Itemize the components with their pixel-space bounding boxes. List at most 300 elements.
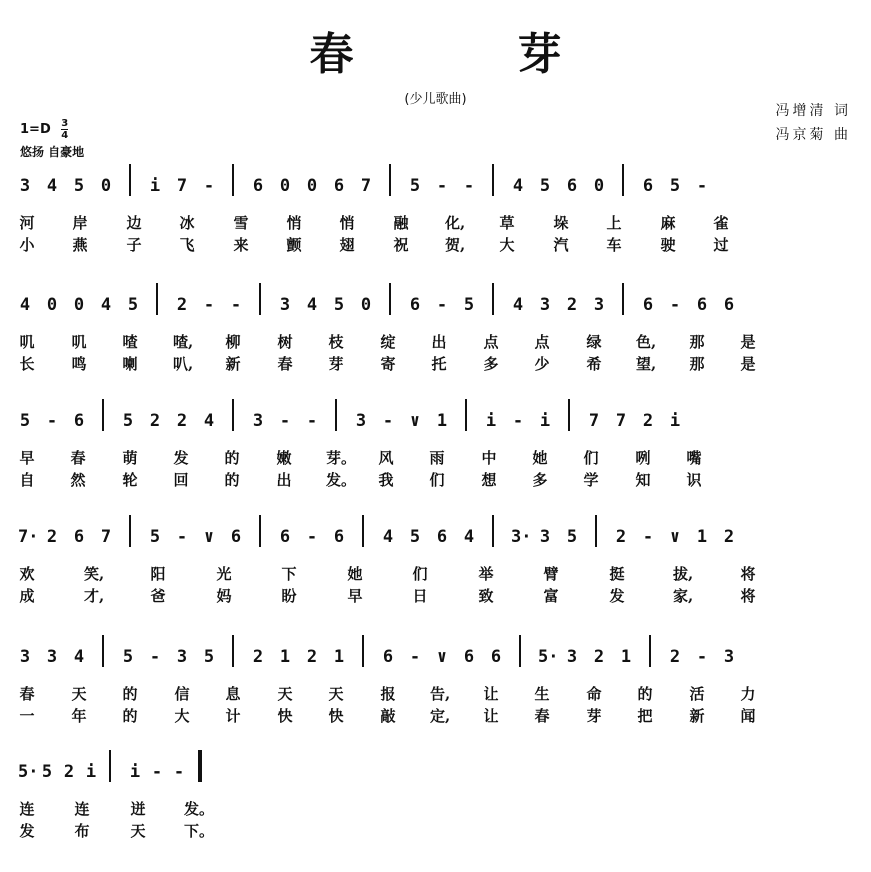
lyric-syllable: 萌 xyxy=(122,449,138,467)
lyric-syllable: 拔, xyxy=(673,565,694,583)
lyric-syllable: 大 xyxy=(174,707,190,725)
barline xyxy=(102,399,104,431)
song-subtitle: (少儿歌曲) xyxy=(404,92,467,107)
barline xyxy=(232,399,234,431)
note: 2 xyxy=(593,647,605,667)
note: i xyxy=(485,411,497,431)
note: - xyxy=(203,176,215,196)
note: 0 xyxy=(100,176,112,196)
note: 2 xyxy=(669,647,681,667)
lyric-syllable: 年 xyxy=(71,707,87,725)
note: - xyxy=(409,647,421,667)
note: 5 xyxy=(149,527,161,547)
lyric-syllable: 冰 xyxy=(179,214,195,232)
note: - xyxy=(203,295,215,315)
note: 4 xyxy=(512,295,524,315)
lyric-syllable: 贺, xyxy=(445,236,466,254)
lyric-syllable: 化, xyxy=(445,214,466,232)
lyric-syllable: 天 xyxy=(277,685,293,703)
lyric-syllable: 想 xyxy=(481,471,497,489)
lyric-syllable: 连 xyxy=(74,800,90,818)
note: 5 xyxy=(73,176,85,196)
barline xyxy=(129,164,131,196)
barline xyxy=(232,635,234,667)
lyric-syllable: 雨 xyxy=(429,449,445,467)
lyric-syllable: 识 xyxy=(686,471,702,489)
note: 6 xyxy=(490,647,502,667)
barline xyxy=(595,515,597,547)
note: 2 xyxy=(615,527,627,547)
lyric-syllable: 爸 xyxy=(150,587,166,605)
note: ∨ xyxy=(669,527,681,547)
lyric-syllable: 的 xyxy=(122,707,138,725)
barline xyxy=(622,164,624,196)
note: - xyxy=(642,527,654,547)
lyric-syllable: 将 xyxy=(740,565,756,583)
lyric-syllable: 出 xyxy=(276,471,292,489)
lyric-syllable: 喳, xyxy=(173,333,194,351)
note: 3 xyxy=(252,411,264,431)
lyric-syllable: 车 xyxy=(606,236,622,254)
barline xyxy=(492,515,494,547)
note: 0 xyxy=(593,176,605,196)
note: 5 xyxy=(669,176,681,196)
note: 4 xyxy=(19,295,31,315)
lyric-syllable: 报 xyxy=(380,685,396,703)
note: 2 xyxy=(63,762,75,782)
barline xyxy=(362,515,364,547)
note: 6 xyxy=(382,647,394,667)
lyric-syllable: 信 xyxy=(174,685,190,703)
time-signature xyxy=(61,118,68,141)
barline xyxy=(156,283,158,315)
lyric-syllable: 命 xyxy=(586,685,602,703)
note: 3 xyxy=(723,647,735,667)
lyric-syllable: 春 xyxy=(534,707,550,725)
lyric-syllable: 芽 xyxy=(586,707,602,725)
lyric-syllable: 咧 xyxy=(635,449,651,467)
note: ∨ xyxy=(436,647,448,667)
note: 0 xyxy=(73,295,85,315)
note: 0 xyxy=(360,295,372,315)
lyric-syllable: 们 xyxy=(429,471,445,489)
lyric-syllable: 发 xyxy=(173,449,189,467)
lyric-syllable: 发 xyxy=(609,587,625,605)
lyric-syllable: 的 xyxy=(224,449,240,467)
lyric-syllable: 妈 xyxy=(216,587,232,605)
lyric-syllable: 盼 xyxy=(281,587,297,605)
lyric-syllable: 阳 xyxy=(150,565,166,583)
note: 4 xyxy=(73,647,85,667)
note: - xyxy=(306,527,318,547)
lyric-syllable: 把 xyxy=(637,707,653,725)
lyric-syllable: 颤 xyxy=(286,236,302,254)
note: 6 xyxy=(696,295,708,315)
lyric-syllable: 下。 xyxy=(184,822,215,840)
barline xyxy=(492,164,494,196)
note: 3 xyxy=(46,647,58,667)
note: 2 xyxy=(149,411,161,431)
lyric-syllable: 叽 xyxy=(19,333,35,351)
lyric-syllable: 枝 xyxy=(328,333,344,351)
lyric-syllable: 色, xyxy=(636,333,657,351)
key-label: 1=D xyxy=(20,122,51,137)
note: 1 xyxy=(696,527,708,547)
note: 4 xyxy=(46,176,58,196)
lyric-syllable: 融 xyxy=(393,214,409,232)
final-barline xyxy=(198,750,202,782)
note: 0 xyxy=(306,176,318,196)
lyric-syllable: 点 xyxy=(534,333,550,351)
note: 3 xyxy=(355,411,367,431)
note: 6 xyxy=(463,647,475,667)
note: 7· xyxy=(18,527,39,547)
lyric-syllable: 让 xyxy=(483,685,499,703)
lyric-syllable: 让 xyxy=(483,707,499,725)
lyric-syllable: 早 xyxy=(19,449,35,467)
lyric-syllable: 天 xyxy=(71,685,87,703)
barline xyxy=(465,399,467,431)
note: 3 xyxy=(19,176,31,196)
note: 7 xyxy=(615,411,627,431)
lyric-syllable: 欢 xyxy=(19,565,35,583)
note: - xyxy=(512,411,524,431)
lyric-syllable: 闻 xyxy=(740,707,756,725)
lyric-syllable: 新 xyxy=(689,707,705,725)
lyric-syllable: 天 xyxy=(328,685,344,703)
lyric-syllable: 挺 xyxy=(609,565,625,583)
note: - xyxy=(696,647,708,667)
lyric-syllable: 定, xyxy=(430,707,451,725)
note: 6 xyxy=(333,527,345,547)
note: 6 xyxy=(279,527,291,547)
note: 4 xyxy=(463,527,475,547)
lyric-syllable: 的 xyxy=(224,471,240,489)
note: i xyxy=(85,762,97,782)
note: 3 xyxy=(176,647,188,667)
note: 5 xyxy=(41,762,53,782)
lyric-syllable: 悄 xyxy=(286,214,302,232)
lyric-syllable: 快 xyxy=(277,707,293,725)
note: 4 xyxy=(203,411,215,431)
note: 2 xyxy=(642,411,654,431)
lyric-syllable: 发。 xyxy=(184,800,215,818)
lyric-syllable: 来 xyxy=(233,236,249,254)
lyric-syllable: 春 xyxy=(70,449,86,467)
lyric-syllable: 托 xyxy=(431,355,447,373)
note: 2 xyxy=(723,527,735,547)
lyric-syllable: 悄 xyxy=(339,214,355,232)
lyric-syllable: 过 xyxy=(713,236,729,254)
lyric-syllable: 回 xyxy=(173,471,189,489)
note: 6 xyxy=(252,176,264,196)
lyric-syllable: 自 xyxy=(19,471,35,489)
notes-line xyxy=(18,295,858,325)
note: 4 xyxy=(512,176,524,196)
lyric-syllable: 点 xyxy=(483,333,499,351)
barline xyxy=(389,283,391,315)
lyric-syllable: 柳 xyxy=(225,333,241,351)
note: - xyxy=(173,762,185,782)
note: 7 xyxy=(360,176,372,196)
lyric-syllable: 树 xyxy=(277,333,293,351)
note: 3 xyxy=(279,295,291,315)
note: 1 xyxy=(333,647,345,667)
lyric-syllable: 中 xyxy=(481,449,497,467)
lyric-syllable: 布 xyxy=(74,822,90,840)
notes-line xyxy=(18,527,858,557)
lyric-syllable: 一 xyxy=(19,707,35,725)
song-title: 春 芽 xyxy=(309,29,622,80)
lyric-syllable: 学 xyxy=(583,471,599,489)
lyric-syllable: 祝 xyxy=(393,236,409,254)
lyric-syllable: 连 xyxy=(19,800,35,818)
note: 2 xyxy=(176,411,188,431)
note: 4 xyxy=(100,295,112,315)
note: 6 xyxy=(642,295,654,315)
score-system xyxy=(0,176,871,256)
note: 1 xyxy=(436,411,448,431)
note: - xyxy=(463,176,475,196)
lyric-syllable: 岸 xyxy=(72,214,88,232)
barline xyxy=(232,164,234,196)
lyric-syllable: 小 xyxy=(19,236,35,254)
lyric-syllable: 早 xyxy=(347,587,363,605)
note: 7 xyxy=(100,527,112,547)
note: 3 xyxy=(539,295,551,315)
lyric-syllable: 鸣 xyxy=(71,355,87,373)
lyric-syllable: 长 xyxy=(19,355,35,373)
note: - xyxy=(382,411,394,431)
lyric-syllable: 垛 xyxy=(553,214,569,232)
note: - xyxy=(46,411,58,431)
lyric-syllable: 成 xyxy=(19,587,35,605)
note: 6 xyxy=(333,176,345,196)
lyric-syllable: 绿 xyxy=(586,333,602,351)
lyric-syllable: 那 xyxy=(689,355,705,373)
note: - xyxy=(176,527,188,547)
note: 7 xyxy=(176,176,188,196)
lyric-syllable: 息 xyxy=(225,685,241,703)
lyric-syllable: 发。 xyxy=(326,471,357,489)
note: 3 xyxy=(566,647,578,667)
lyric-syllable: 新 xyxy=(225,355,241,373)
note: 2 xyxy=(46,527,58,547)
note: 5 xyxy=(203,647,215,667)
lyric-syllable: 翅 xyxy=(339,236,355,254)
note: 6 xyxy=(723,295,735,315)
barline xyxy=(335,399,337,431)
note: 5 xyxy=(463,295,475,315)
lyric-syllable: 春 xyxy=(277,355,293,373)
lyric-syllable: 出 xyxy=(431,333,447,351)
composer-credit: 冯京菊 曲 xyxy=(775,127,851,143)
lyric-syllable: 轮 xyxy=(122,471,138,489)
note: 3 xyxy=(539,527,551,547)
note: 5· xyxy=(538,647,559,667)
lyric-syllable: 举 xyxy=(478,565,494,583)
note: - xyxy=(436,176,448,196)
note: 2 xyxy=(566,295,578,315)
lyric-syllable: 将 xyxy=(740,587,756,605)
note: 3 xyxy=(593,295,605,315)
barline xyxy=(259,283,261,315)
lyric-syllable: 们 xyxy=(412,565,428,583)
lyric-syllable: 的 xyxy=(122,685,138,703)
lyric-syllable: 草 xyxy=(499,214,515,232)
lyric-syllable: 风 xyxy=(378,449,394,467)
lyric-syllable: 寄 xyxy=(380,355,396,373)
lyric-syllable: 那 xyxy=(689,333,705,351)
note: - xyxy=(149,647,161,667)
time-signature-top: 3 xyxy=(61,118,69,129)
lyric-syllable: 的 xyxy=(637,685,653,703)
barline xyxy=(389,164,391,196)
note: 6 xyxy=(566,176,578,196)
lyric-syllable: 才, xyxy=(84,587,105,605)
score-system xyxy=(0,762,871,842)
lyric-syllable: 子 xyxy=(126,236,142,254)
lyric-syllable: 雪 xyxy=(233,214,249,232)
note: 5 xyxy=(127,295,139,315)
notes-line xyxy=(18,762,858,792)
note: 6 xyxy=(230,527,242,547)
lyric-syllable: 麻 xyxy=(660,214,676,232)
note: - xyxy=(306,411,318,431)
lyric-syllable: 多 xyxy=(532,471,548,489)
note: 2 xyxy=(252,647,264,667)
lyric-syllable: 计 xyxy=(225,707,241,725)
lyric-syllable: 迸 xyxy=(130,800,146,818)
lyric-syllable: 嫩 xyxy=(276,449,292,467)
lyric-syllable: 少 xyxy=(534,355,550,373)
note: 3 xyxy=(19,647,31,667)
note: 6 xyxy=(436,527,448,547)
lyric-syllable: 边 xyxy=(126,214,142,232)
lyric-syllable: 大 xyxy=(499,236,515,254)
note: 1 xyxy=(620,647,632,667)
note: 6 xyxy=(73,527,85,547)
note: i xyxy=(149,176,161,196)
note: 0 xyxy=(279,176,291,196)
notes-line xyxy=(18,411,858,441)
lyric-syllable: 上 xyxy=(606,214,622,232)
barline xyxy=(129,515,131,547)
lyric-syllable: 芽。 xyxy=(326,449,357,467)
note: 5 xyxy=(409,527,421,547)
note: 5 xyxy=(566,527,578,547)
lyric-syllable: 发 xyxy=(19,822,35,840)
score-system xyxy=(0,527,871,607)
note: - xyxy=(230,295,242,315)
time-signature-bottom: 4 xyxy=(61,130,69,141)
lyric-syllable: 汽 xyxy=(553,236,569,254)
lyric-syllable: 喇 xyxy=(122,355,138,373)
note: ∨ xyxy=(203,527,215,547)
lyric-syllable: 富 xyxy=(543,587,559,605)
lyric-syllable: 日 xyxy=(412,587,428,605)
barline xyxy=(622,283,624,315)
note: - xyxy=(669,295,681,315)
note: 5 xyxy=(122,647,134,667)
lyric-syllable: 笑, xyxy=(84,565,105,583)
note: i xyxy=(669,411,681,431)
note: 7 xyxy=(588,411,600,431)
lyric-syllable: 飞 xyxy=(179,236,195,254)
lyric-syllable: 下 xyxy=(281,565,297,583)
lyric-syllable: 嘴 xyxy=(686,449,702,467)
key-signature xyxy=(20,118,68,141)
notes-line xyxy=(18,176,858,206)
lyric-syllable: 致 xyxy=(478,587,494,605)
lyric-syllable: 敲 xyxy=(380,707,396,725)
lyric-syllable: 望, xyxy=(636,355,657,373)
note: 5· xyxy=(18,762,39,782)
lyric-syllable: 们 xyxy=(583,449,599,467)
note: 0 xyxy=(46,295,58,315)
lyric-syllable: 光 xyxy=(216,565,232,583)
lyric-syllable: 叽 xyxy=(71,333,87,351)
barline xyxy=(568,399,570,431)
note: 4 xyxy=(306,295,318,315)
note: - xyxy=(151,762,163,782)
barline xyxy=(102,635,104,667)
lyric-syllable: 她 xyxy=(347,565,363,583)
note: 2 xyxy=(306,647,318,667)
barline xyxy=(362,635,364,667)
lyricist-credit: 冯增清 词 xyxy=(775,103,851,119)
note: 1 xyxy=(279,647,291,667)
score-system xyxy=(0,647,871,727)
note: 2 xyxy=(176,295,188,315)
barline xyxy=(109,750,111,782)
lyric-syllable: 河 xyxy=(19,214,35,232)
lyric-syllable: 快 xyxy=(328,707,344,725)
note: - xyxy=(279,411,291,431)
lyric-syllable: 叭, xyxy=(173,355,194,373)
lyric-syllable: 我 xyxy=(378,471,394,489)
note: 3· xyxy=(511,527,532,547)
lyric-syllable: 活 xyxy=(689,685,705,703)
score-system xyxy=(0,295,871,375)
note: 6 xyxy=(73,411,85,431)
lyric-syllable: 家, xyxy=(673,587,694,605)
lyric-syllable: 希 xyxy=(586,355,602,373)
notes-line xyxy=(18,647,858,677)
lyric-syllable: 是 xyxy=(740,355,756,373)
note: 6 xyxy=(642,176,654,196)
note: 5 xyxy=(539,176,551,196)
score-system xyxy=(0,411,871,491)
note: - xyxy=(696,176,708,196)
note: i xyxy=(539,411,551,431)
note: i xyxy=(129,762,141,782)
lyric-syllable: 力 xyxy=(740,685,756,703)
lyric-syllable: 驶 xyxy=(660,236,676,254)
lyric-syllable: 她 xyxy=(532,449,548,467)
lyric-syllable: 春 xyxy=(19,685,35,703)
barline xyxy=(259,515,261,547)
tempo-marking: 悠扬 自豪地 xyxy=(20,145,85,159)
lyric-syllable: 喳 xyxy=(122,333,138,351)
lyric-syllable: 知 xyxy=(635,471,651,489)
barline xyxy=(649,635,651,667)
note: 4 xyxy=(382,527,394,547)
note: 5 xyxy=(333,295,345,315)
lyric-syllable: 芽 xyxy=(328,355,344,373)
lyric-syllable: 燕 xyxy=(72,236,88,254)
lyric-syllable: 是 xyxy=(740,333,756,351)
